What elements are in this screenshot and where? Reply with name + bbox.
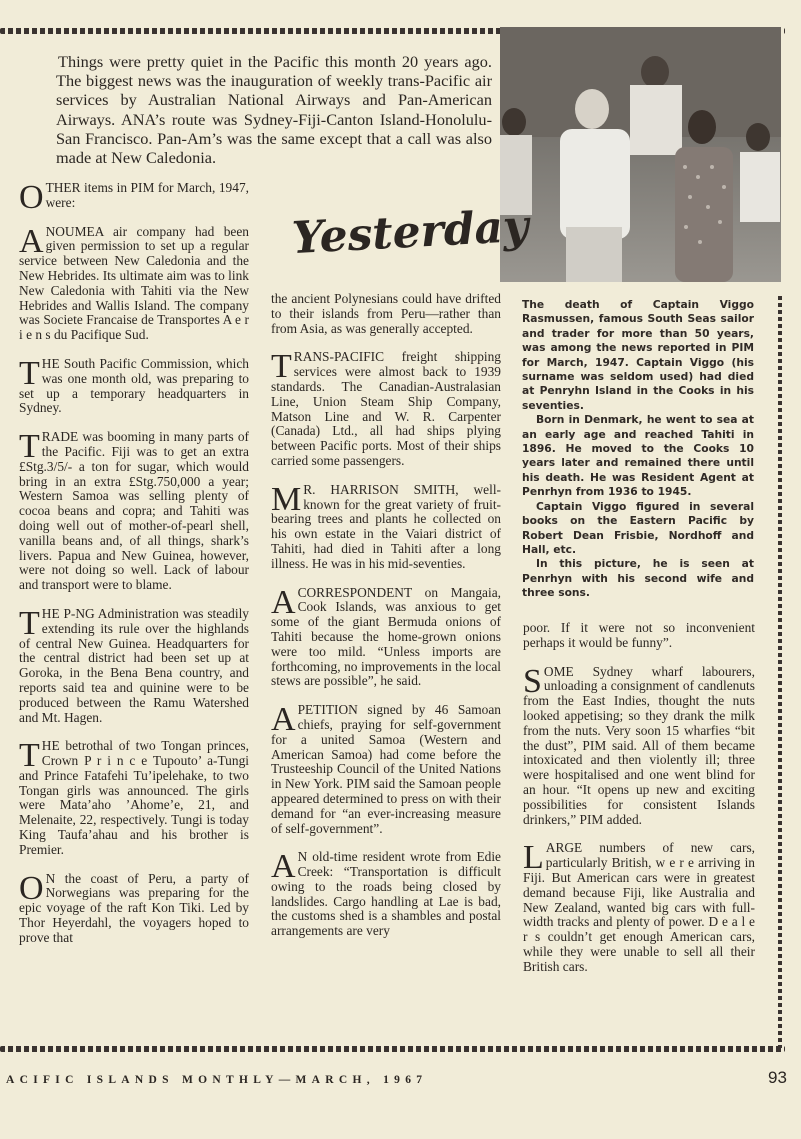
paragraph-text: PETITION signed by 46 Samoan chiefs, praying for self-government for a united Samoa (Western and American Samoa) had come before the Trusteeship Council of the United Nations in New York. PIM said the Samoan people appeared determined to press on with their demand for “an ever-increasing measure of self-government”. xyxy=(271,702,501,836)
drop-cap: A xyxy=(271,583,296,621)
drop-cap: L xyxy=(523,839,544,877)
paragraph-text: the ancient Polynesians could have drifted to their islands from Peru—rather than from Asia, as was generally accepted. xyxy=(271,291,501,336)
drop-cap: A xyxy=(271,701,296,739)
article-paragraph xyxy=(19,604,249,725)
paragraph-text: CORRESPONDENT on Mangaia, Cook Islands, was anxious to get some of the giant Bermuda onions of Tahiti because the home-grown onions were too mild. “Unless imports are forthcoming, no improvements in the local stews are possible”, he said. xyxy=(271,584,501,689)
article-paragraph xyxy=(19,739,249,857)
drop-cap: A xyxy=(19,222,44,260)
drop-cap: T xyxy=(19,737,40,775)
article-paragraph xyxy=(19,222,249,343)
bottom-decorative-rule xyxy=(0,1046,785,1052)
article-paragraph xyxy=(523,662,755,828)
paragraph-text: RANS-PACIFIC freight shipping services were almost back to 1939 standards. The Canadian-Australasian Line, Union Steam Ship Company, Matson Line and W. R. Carpenter (Canada) Ltd., all had ships plying between Pacific ports. Most of their ships carried some passengers. xyxy=(271,349,501,468)
article-paragraph xyxy=(271,350,501,468)
article-paragraph xyxy=(523,841,755,974)
paragraph-text: RADE was booming in many parts of the Pacific. Fiji was to get an extra £Stg.3/5/- a ton for sugar, which would bring in an extra £Stg.750,000 a year; Western Samoa was selling plenty of cocoa beans and copra; and Tahiti was doing well out of mother-of-pearl shell, vanilla beans and, of all things, shark’s livers. Papua and New Guinea, however, were not doing so well. Lack of labour and transport were to blame. xyxy=(19,429,249,593)
caption-paragraph: Captain Viggo figured in several books on the Eastern Pacific by Robert Dean Frisbie, Nordhoff and Hall, etc. xyxy=(522,499,754,556)
article-paragraph xyxy=(271,703,501,836)
paragraph-text: HE South Pacific Commission, which was one month old, was preparing to set up a temporary headquarters in Sydney. xyxy=(19,355,249,416)
drop-cap: M xyxy=(271,480,302,518)
column-2 xyxy=(271,292,501,953)
drop-cap: T xyxy=(19,604,40,642)
drop-cap: T xyxy=(271,348,292,386)
caption-paragraph: The death of Captain Viggo Rasmussen, famous South Seas sailor and trader for more than 50 years, was among the news reported in PIM for March, 1947. Captain Viggo (his surname was seldom used) had died at Penryhn Island in the Cooks in his seventies. xyxy=(522,298,754,412)
paragraph-text: OME Sydney wharf labourers, unloading a consignment of candlenuts from the East Indies, thought the nuts looked appetising; so they drank the milk from the nuts. Very soon 15 wharfies “bit the dust”, PIM said. All of them became intoxicated and then violently ill; three were hospitalised and one went blind for an hour. “It opens up new and exciting possibilities for consistent Islands drinkers,” PIM added. xyxy=(523,663,755,827)
photo-caption xyxy=(522,298,754,601)
paragraph-text: NOUMEA air company had been given permission to set up a regular service between New Caledonia and the New Hebrides. Its ultimate aim was to link New Caledonia with Tahiti via the New Hebrides and Wallis Island. The company was Societe Francaise de Transportes A e r i e n s du Pacifique Sud. xyxy=(19,223,249,343)
paragraph-text: ARGE numbers of new cars, particularly British, w e r e arriving in Fiji. But American cars were in greatest demand because Fiji, like Australia and New Zealand, wanted big cars with full-width tracks and plenty of power. D e a l e r s couldn’t get enough American cars, while they were unable to sell all their British cars. xyxy=(523,840,755,974)
right-decorative-rule xyxy=(778,296,782,1048)
caption-paragraph: In this picture, he is seen at Penrhyn with his second wife and three sons. xyxy=(522,557,754,600)
paragraph-text: poor. If it were not so inconvenient perhaps it would be funny”. xyxy=(523,620,755,650)
drop-cap: A xyxy=(271,848,296,886)
article-paragraph xyxy=(271,583,501,690)
photo-captain-viggo-family xyxy=(500,27,781,282)
article-paragraph xyxy=(271,850,501,939)
column-3 xyxy=(523,621,755,989)
drop-cap: S xyxy=(523,662,542,700)
svg-text:Yesterday: Yesterday xyxy=(290,200,530,265)
article-paragraph xyxy=(271,292,501,336)
article-paragraph xyxy=(19,430,249,593)
paragraph-text: R. HARRISON SMITH, well-known for the great variety of fruit-bearing trees and plants he collected on his own estate in the Vaiari district of Tahiti, had died in Tahiti after a long illness. He was in his mid-seventies. xyxy=(271,481,501,571)
article-paragraph xyxy=(19,179,249,216)
running-footer: ACIFIC ISLANDS MONTHLY—MARCH, 1967 xyxy=(6,1074,428,1086)
paragraph-text: THER items in PIM for March, 1947, were: xyxy=(45,180,249,210)
paragraph-text: HE betrothal of two Tongan princes, Crown P r i n c e Tupouto’ a-Tungi and Prince Fatafehi Tu’ipelehake, to two Tongan girls was announced. The girls were Mata’aho ’Ahome’e, 21, and Melenaite, 22, respectively. Tungi is today King Taufa’ahau and his brother is Premier. xyxy=(19,738,249,857)
article-paragraph xyxy=(523,621,755,651)
photo-image xyxy=(500,27,781,282)
paragraph-text: HE P-NG Administration was steadily extending its rule over the highlands of central New Guinea. Headquarters for the central district had been set up at Goroka, in the Bena Bena country, and reports said tea and quinine were to be produced between the Ramu Watershed and Mt. Hagen. xyxy=(19,605,249,725)
article-paragraph xyxy=(19,869,249,946)
paragraph-text: N old-time resident wrote from Edie Creek: “Transportation is difficult owing to the roads being closed by landslides. Cargo handling at Lae is bad, the customs shed is a shambles and postal arrangements are very xyxy=(271,849,501,939)
drop-cap: T xyxy=(19,354,40,392)
yesterday-logo xyxy=(290,200,530,270)
drop-cap: O xyxy=(19,869,44,907)
article-paragraph xyxy=(271,480,501,572)
drop-cap: O xyxy=(19,179,44,216)
intro-paragraph: Things were pretty quiet in the Pacific this month 20 years ago. The biggest news was the inauguration of weekly trans-Pacific air services by Australian National Airways and Pan-American Airways. ANA’s route was Sydney-Fiji-Canton Island-Honolulu-San Francisco. Pan-Am’s was the same except that a call was also made at New Caledonia. xyxy=(56,52,492,168)
column-1 xyxy=(19,181,249,960)
caption-paragraph: Born in Denmark, he went to sea at an early age and reached Tahiti in 1896. He moved to the Cooks 10 years later and remained there until his death. He was Resident Agent at Penrhyn from 1936 to 1945. xyxy=(522,413,754,499)
page-number: 93 xyxy=(768,1068,787,1087)
drop-cap: T xyxy=(19,428,40,466)
article-paragraph xyxy=(19,354,249,416)
paragraph-text: N the coast of Peru, a party of Norwegians was preparing for the epic voyage of the raft Kon Tiki. Led by Thor Heyerdahl, the voyagers hoped to prove that xyxy=(19,870,249,945)
